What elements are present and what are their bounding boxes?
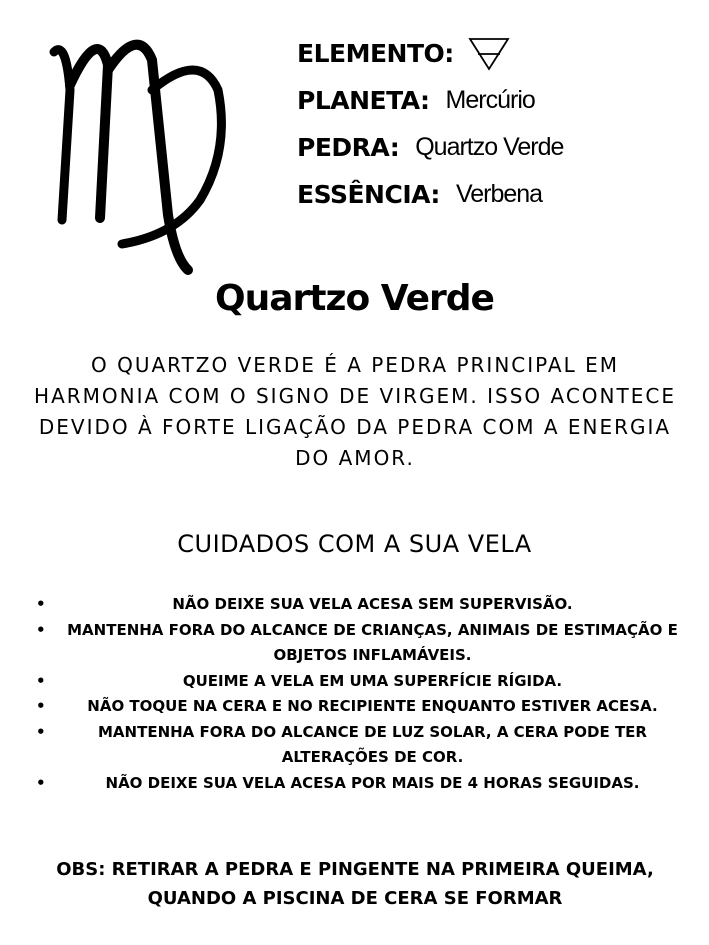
essence-label: ESSÊNCIA:	[297, 180, 440, 209]
sign-attributes	[297, 30, 697, 218]
bullet-icon: •	[36, 722, 46, 741]
stone-description: O QUARTZO VERDE É A PEDRA PRINCIPAL EM HARMONIA COM O SIGNO DE VIRGEM. ISSO ACONTECE DEVIDO À FORTE LIGAÇÃO DA PEDRA COM A ENERGIA DO AMOR.	[34, 353, 676, 470]
list-item	[30, 694, 685, 720]
care-item-text: NÃO DEIXE SUA VELA ACESA SEM SUPERVISÃO.	[172, 595, 573, 613]
stone-label: PEDRA:	[297, 133, 400, 162]
element-label: ELEMENTO:	[297, 39, 454, 68]
care-list	[30, 592, 685, 796]
element-row	[297, 30, 697, 77]
list-item	[30, 592, 685, 618]
bullet-icon: •	[36, 620, 46, 639]
bullet-icon: •	[36, 671, 46, 690]
bullet-icon: •	[36, 773, 46, 792]
stone-value: Quartzo Verde	[415, 133, 564, 161]
list-item	[30, 618, 685, 669]
stone-row	[297, 124, 697, 171]
care-item-text: MANTENHA FORA DO ALCANCE DE CRIANÇAS, ANIMAIS DE ESTIMAÇÃO E OBJETOS INFLAMÁVEIS.	[67, 620, 678, 664]
virgo-symbol-icon	[40, 30, 240, 275]
care-section-title: CUIDADOS COM A SUA VELA	[177, 530, 532, 558]
list-item	[30, 669, 685, 695]
list-item	[30, 771, 685, 797]
obs-note: OBS: RETIRAR A PEDRA E PINGENTE NA PRIMEIRA QUEIMA, QUANDO A PISCINA DE CERA SE FORMAR	[56, 859, 654, 909]
planet-label: PLANETA:	[297, 86, 430, 115]
care-item-text: QUEIME A VELA EM UMA SUPERFÍCIE RÍGIDA.	[182, 671, 563, 690]
planet-row	[297, 77, 697, 124]
list-item	[30, 720, 685, 771]
planet-value: Mercúrio	[445, 86, 535, 114]
care-item-text: NÃO DEIXE SUA VELA ACESA POR MAIS DE 4 HORAS SEGUIDAS.	[105, 773, 640, 792]
bullet-icon: •	[36, 595, 46, 613]
earth-element-icon	[468, 36, 510, 72]
care-item-text: MANTENHA FORA DO ALCANCE DE LUZ SOLAR, A CERA PODE TER ALTERAÇÕES DE COR.	[98, 722, 647, 766]
care-item-text: NÃO TOQUE NA CERA E NO RECIPIENTE ENQUANTO ESTIVER ACESA.	[87, 697, 658, 715]
essence-row	[297, 171, 697, 218]
bullet-icon: •	[36, 697, 46, 715]
page-title: Quartzo Verde	[215, 278, 494, 319]
essence-value: Verbena	[455, 180, 543, 208]
